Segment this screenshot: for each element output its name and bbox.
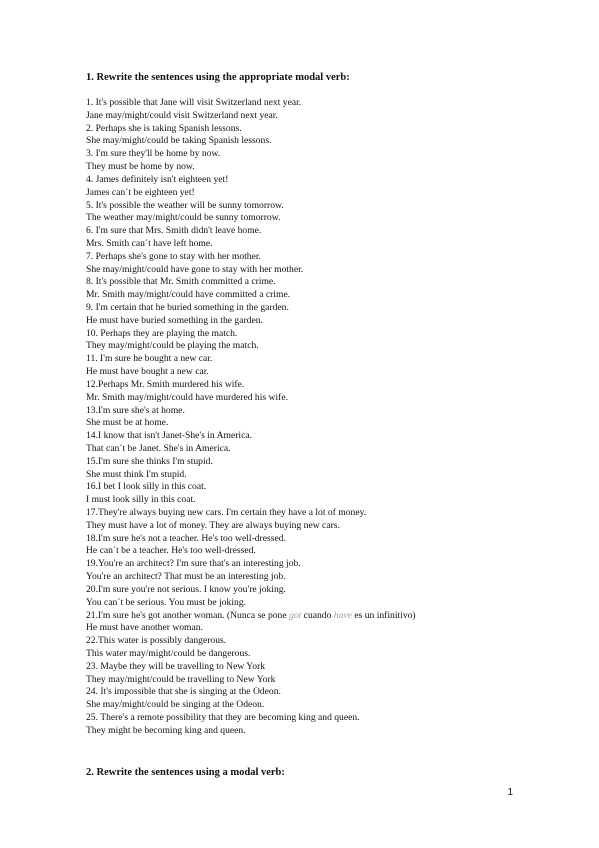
- sentence-answer: This water may/might/could be dangerous.: [86, 647, 251, 659]
- sentence-fragment: cuando: [301, 609, 334, 621]
- sentence-answer: He can´t be a teacher. He's too well-dressed.: [86, 545, 256, 557]
- sentence-prompt: 2. Perhaps she is taking Spanish lessons.: [86, 122, 242, 134]
- sentence-prompt: 24. It's impossible that she is singing at the Odeon.: [86, 686, 281, 698]
- sentence-prompt: 6. I'm sure that Mrs. Smith didn't leave home.: [86, 225, 262, 237]
- highlighted-word: have: [333, 609, 352, 621]
- sentence-prompt: 22.This water is possibly dangerous.: [86, 635, 227, 647]
- sentence-answer: She may/might/could be taking Spanish lessons.: [86, 135, 272, 147]
- page-number: 1: [507, 787, 513, 798]
- sentence-fragment: 21.I'm sure he's got another woman. (Nunca se pone: [86, 609, 290, 621]
- sentence-prompt: 9. I'm certain that he buried something in the garden.: [86, 302, 289, 313]
- sentence-prompt: 23. Maybe they will be travelling to New York: [86, 660, 266, 672]
- sentence-answer: You can´t be serious. You must be joking.: [86, 596, 246, 608]
- sentence-prompt: 5. It's possible the weather will be sunny tomorrow.: [86, 199, 284, 211]
- sentence-answer: The weather may/might/could be sunny tomorrow.: [86, 212, 281, 224]
- sentence-prompt: 16.I bet I look silly in this coat.: [86, 481, 207, 493]
- sentence-prompt: 3. I'm sure they'll be home by now.: [86, 148, 221, 160]
- sentence-prompt: 17.They're always buying new cars. I'm certain they have a lot of money.: [86, 507, 367, 518]
- sentence-answer: Mr. Smith may/might/could have murdered his wife.: [86, 391, 288, 403]
- sentence-answer: He must have another woman.: [86, 622, 203, 634]
- sentence-prompt: [86, 610, 556, 623]
- sentence-answer: She must think I'm stupid.: [86, 468, 187, 480]
- sentence-answer: They must be home by now.: [86, 161, 195, 173]
- sentence-answer: Mrs. Smith can´t have left home.: [86, 237, 213, 249]
- sentence-answer: He must have buried something in the garden.: [86, 314, 263, 326]
- sentence-answer: James can´t be eighteen yet!: [86, 186, 195, 198]
- sentence-prompt: 11. I'm sure he bought a new car.: [86, 353, 213, 365]
- sentence-answer: Jane may/might/could visit Switzerland next year.: [86, 109, 278, 121]
- highlighted-word: got: [289, 609, 302, 621]
- sentence-prompt: 14.I know that isn't Janet-She's in America.: [86, 430, 252, 442]
- sentence-prompt: 20.I'm sure you're not serious. I know you're joking.: [86, 583, 286, 595]
- sentence-answer: She must be at home.: [86, 417, 169, 429]
- sentence-prompt: 13.I'm sure she's at home.: [86, 404, 185, 416]
- sentence-prompt: 12.Perhaps Mr. Smith murdered his wife.: [86, 378, 245, 390]
- sentence-prompt: 15.I'm sure she thinks I'm stupid.: [86, 455, 213, 467]
- exercise-1-sentences: [86, 97, 556, 738]
- sentence-answer: They must have a lot of money. They are always buying new cars.: [86, 519, 340, 531]
- exercise-2-heading: 2. Rewrite the sentences using a modal verb:: [86, 767, 285, 778]
- sentence-prompt: 1. It's possible that Jane will visit Switzerland next year.: [86, 97, 302, 108]
- sentence-answer: They may/might/could be travelling to New York: [86, 673, 276, 685]
- sentence-prompt: 4. James definitely isn't eighteen yet!: [86, 173, 229, 185]
- sentence-prompt: 18.I'm sure he's not a teacher. He's too well-dressed.: [86, 532, 286, 544]
- sentence-answer: That can´t be Janet. She's in America.: [86, 442, 231, 454]
- sentence-prompt: 19.You're an architect? I'm sure that's an interesting job.: [86, 558, 301, 570]
- exercise-1-heading: 1. Rewrite the sentences using the appropriate modal verb:: [86, 72, 350, 83]
- sentence-prompt: 7. Perhaps she's gone to stay with her mother.: [86, 250, 261, 262]
- sentence-answer: They might be becoming king and queen.: [86, 724, 246, 736]
- sentence-answer: I must look silly in this coat.: [86, 494, 196, 506]
- sentence-prompt: 8. It's possible that Mr. Smith committed a crime.: [86, 276, 276, 288]
- sentence-answer: He must have bought a new car.: [86, 366, 209, 378]
- sentence-prompt: 25. There's a remote possibility that they are becoming king and queen.: [86, 712, 360, 723]
- sentence-answer: You're an architect? That must be an interesting job.: [86, 571, 286, 583]
- sentence-answer: They may/might/could be playing the match.: [86, 340, 259, 352]
- sentence-answer: She may/might/could have gone to stay with her mother.: [86, 263, 304, 275]
- sentence-answer: Mr. Smith may/might/could have committed a crime.: [86, 289, 291, 301]
- sentence-fragment: es un infinitivo): [351, 609, 416, 621]
- sentence-answer: She may/might/could be singing at the Odeon.: [86, 699, 265, 711]
- sentence-prompt: 10. Perhaps they are playing the match.: [86, 327, 238, 339]
